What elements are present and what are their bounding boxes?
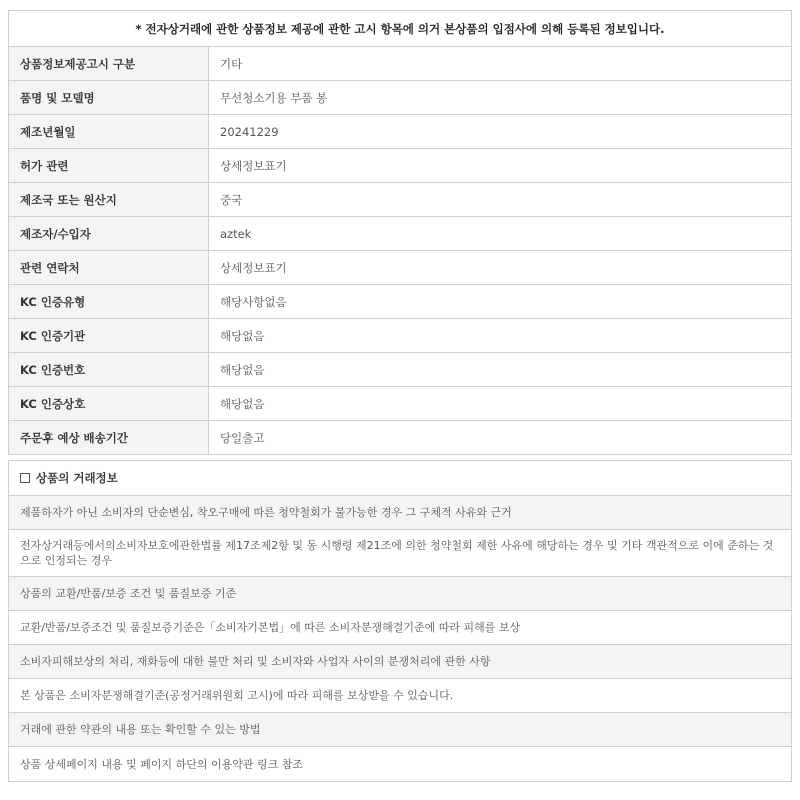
spec-value: 20241229 bbox=[209, 115, 792, 149]
trade-info-header bbox=[9, 461, 791, 496]
spec-value: 상세정보표기 bbox=[209, 251, 792, 285]
spec-key: 주문후 예상 배송기간 bbox=[9, 421, 209, 455]
spec-value: 해당없음 bbox=[209, 353, 792, 387]
spec-value: 무선청소기용 부품 봉 bbox=[209, 81, 792, 115]
table-row bbox=[9, 285, 792, 319]
spec-key: 제조국 또는 원산지 bbox=[9, 183, 209, 217]
table-row bbox=[9, 183, 792, 217]
spec-value: 해당없음 bbox=[209, 319, 792, 353]
spec-key: KC 인증상호 bbox=[9, 387, 209, 421]
table-row bbox=[9, 251, 792, 285]
table-row bbox=[9, 149, 792, 183]
spec-value: 해당없음 bbox=[209, 387, 792, 421]
table-row bbox=[9, 421, 792, 455]
trade-info-section bbox=[8, 460, 792, 782]
table-row bbox=[9, 353, 792, 387]
trade-answer: 교환/반품/보증조건 및 품질보증기준은「소비자기본법」에 따른 소비자분쟁해결기준에 따라 피해를 보상 bbox=[9, 611, 791, 645]
product-info-notice bbox=[8, 10, 792, 782]
spec-key: 허가 관련 bbox=[9, 149, 209, 183]
spec-value: 기타 bbox=[209, 47, 792, 81]
spec-value: aztek bbox=[209, 217, 792, 251]
spec-value: 중국 bbox=[209, 183, 792, 217]
trade-info-title: 상품의 거래정보 bbox=[36, 471, 118, 485]
spec-table bbox=[8, 46, 792, 455]
spec-key: 품명 및 모델명 bbox=[9, 81, 209, 115]
trade-answer: 상품 상세페이지 내용 및 페이지 하단의 이용약관 링크 참조 bbox=[9, 747, 791, 781]
table-row bbox=[9, 319, 792, 353]
notice-banner: * 전자상거래에 관한 상품정보 제공에 관한 고시 항목에 의거 본상품의 입점사에 의해 등록된 정보입니다. bbox=[8, 10, 792, 46]
trade-answer: 전자상거래등에서의소비자보호에관한법률 제17조제2항 및 동 시행령 제21조에 의한 청약철회 제한 사유에 해당하는 경우 및 기타 객관적으로 이에 준하는 것으로 인정되는 경우 bbox=[9, 530, 791, 577]
spec-key: 관련 연락처 bbox=[9, 251, 209, 285]
table-row bbox=[9, 47, 792, 81]
spec-value: 해당사항없음 bbox=[209, 285, 792, 319]
checkbox-square-icon bbox=[20, 473, 30, 483]
trade-question: 상품의 교환/반품/보증 조건 및 품질보증 기준 bbox=[9, 577, 791, 611]
spec-value: 당일출고 bbox=[209, 421, 792, 455]
spec-key: KC 인증유형 bbox=[9, 285, 209, 319]
trade-answer: 본 상품은 소비자분쟁해결기준(공정거래위원회 고시)에 따라 피해를 보상받을 수 있습니다. bbox=[9, 679, 791, 713]
trade-question: 제품하자가 아닌 소비자의 단순변심, 착오구매에 따른 청약철회가 불가능한 경우 그 구체적 사유와 근거 bbox=[9, 496, 791, 530]
trade-question: 거래에 관한 약관의 내용 또는 확인할 수 있는 방법 bbox=[9, 713, 791, 747]
spec-key: KC 인증기관 bbox=[9, 319, 209, 353]
spec-key: 제조년월일 bbox=[9, 115, 209, 149]
spec-key: KC 인증번호 bbox=[9, 353, 209, 387]
spec-key: 제조자/수입자 bbox=[9, 217, 209, 251]
trade-question: 소비자피해보상의 처리, 재화등에 대한 불만 처리 및 소비자와 사업자 사이의 분쟁처리에 관한 사항 bbox=[9, 645, 791, 679]
spec-key: 상품정보제공고시 구분 bbox=[9, 47, 209, 81]
table-row bbox=[9, 81, 792, 115]
table-row bbox=[9, 217, 792, 251]
spec-value: 상세정보표기 bbox=[209, 149, 792, 183]
table-row bbox=[9, 115, 792, 149]
table-row bbox=[9, 387, 792, 421]
